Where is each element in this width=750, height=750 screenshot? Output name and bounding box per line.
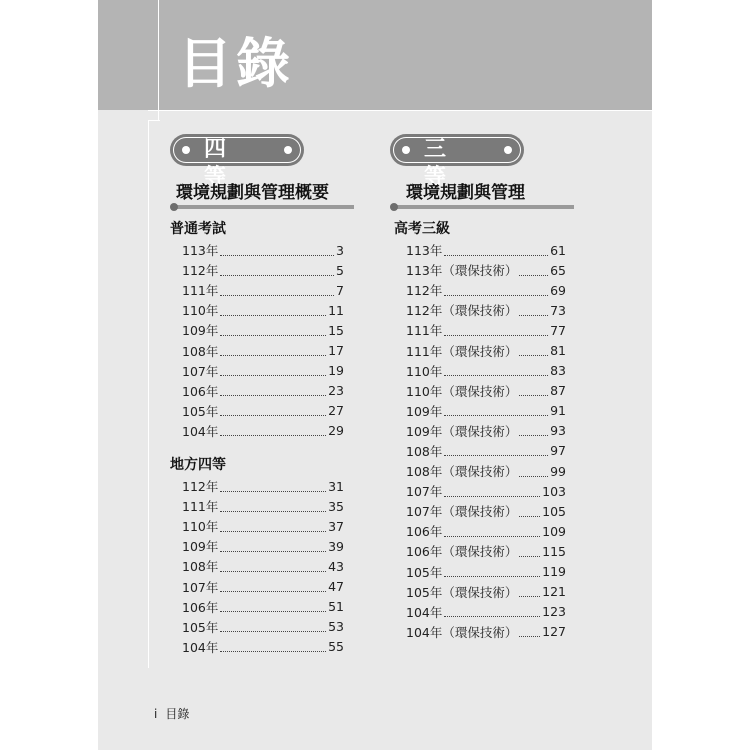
dot-icon [284,146,292,154]
toc-entry[interactable] [406,521,566,541]
header-band [98,0,652,110]
toc-list [182,476,344,657]
toc-list [406,240,566,642]
toc-entry-page: 81 [550,343,566,359]
dot-leader [220,255,334,256]
toc-entry-page: 103 [542,483,566,499]
toc-entry[interactable] [182,240,344,260]
dot-leader [444,616,540,617]
dot-leader [444,255,548,256]
toc-entry[interactable] [406,280,566,300]
toc-entry-year: 113年 [182,243,219,259]
dot-leader [519,355,548,356]
toc-entry-page: 55 [328,639,344,655]
dot-leader [220,275,334,276]
toc-entry-year: 104年 [182,639,219,655]
toc-entry-year: 110年 [182,519,219,535]
dot-leader [519,636,540,637]
toc-entry-page: 19 [328,363,344,379]
dot-leader [220,631,326,632]
toc-entry-year: 104年 [182,423,219,439]
toc-entry-page: 105 [542,503,566,519]
dot-leader [220,315,326,316]
dot-leader [519,476,548,477]
toc-entry-year: 112年 [182,479,219,495]
subject-title-left: 環境規劃與管理概要 [176,183,329,203]
toc-entry-year: 109年（環保技術） [406,423,518,439]
dot-leader [220,415,326,416]
toc-entry-year: 111年 [182,283,219,299]
footer-page-number: i [154,707,158,721]
toc-entry-page: 65 [550,262,566,278]
dot-leader [444,576,540,577]
toc-entry[interactable] [182,536,344,556]
toc-entry-year: 107年 [182,363,219,379]
toc-entry-year: 105年 [182,403,219,419]
toc-entry[interactable] [182,576,344,596]
toc-entry[interactable] [182,637,344,657]
dot-leader [220,551,326,552]
dot-leader [220,591,326,592]
toc-entry-year: 112年 [406,283,443,299]
toc-entry[interactable] [182,597,344,617]
footer-label: 目錄 [165,707,190,721]
dot-icon [402,146,410,154]
toc-entry-page: 87 [550,383,566,399]
toc-entry-year: 104年 [406,604,443,620]
level-label: 四 等 [204,137,249,190]
toc-entry[interactable] [182,617,344,637]
decorative-line [148,120,149,668]
toc-entry[interactable] [182,280,344,300]
toc-entry-page: 109 [542,523,566,539]
page-background [98,0,652,750]
toc-entry-year: 109年 [182,323,219,339]
toc-entry-year: 106年 [182,599,219,615]
dot-leader [220,511,326,512]
toc-entry[interactable] [406,602,566,622]
toc-entry-page: 69 [550,282,566,298]
toc-entry[interactable] [406,441,566,461]
toc-entry[interactable] [182,260,344,280]
dot-leader [519,596,540,597]
dot-leader [519,395,548,396]
toc-entry-year: 108年 [182,559,219,575]
toc-entry-page: 47 [328,579,344,595]
toc-entry-page: 91 [550,403,566,419]
exam-group-label: 地方四等 [170,457,226,473]
toc-entry[interactable] [406,340,566,360]
level-badge-left [170,134,304,190]
toc-entry-page: 17 [328,343,344,359]
dot-leader [444,496,540,497]
toc-entry[interactable] [406,401,566,421]
subject-title-right: 環境規劃與管理 [406,183,525,203]
toc-entry[interactable] [406,240,566,260]
dot-leader [220,531,326,532]
toc-entry[interactable] [406,300,566,320]
dot-leader [220,611,326,612]
toc-entry-page: 27 [328,403,344,419]
toc-entry-page: 123 [542,604,566,620]
toc-entry[interactable] [182,516,344,536]
toc-entry-page: 115 [542,543,566,559]
toc-entry-page: 61 [550,242,566,258]
toc-entry-page: 39 [328,538,344,554]
dot-leader [519,315,548,316]
toc-entry[interactable] [406,320,566,340]
toc-entry[interactable] [182,556,344,576]
toc-entry-year: 106年（環保技術） [406,544,518,560]
toc-entry[interactable] [182,421,344,441]
toc-entry-year: 106年 [406,524,443,540]
toc-entry[interactable] [182,340,344,360]
level-label: 三 等 [424,137,469,190]
toc-entry-page: 31 [328,478,344,494]
toc-entry-year: 113年（環保技術） [406,263,518,279]
toc-entry-page: 99 [550,463,566,479]
toc-entry[interactable] [406,582,566,602]
dot-leader [220,295,334,296]
dot-leader [220,435,326,436]
dot-icon [504,146,512,154]
toc-entry-year: 107年 [182,579,219,595]
toc-entry-year: 108年 [406,443,443,459]
toc-entry-year: 109年 [406,403,443,419]
dot-leader [220,491,326,492]
toc-entry-page: 23 [328,383,344,399]
toc-entry-year: 111年 [406,323,443,339]
toc-entry[interactable] [406,461,566,481]
toc-entry[interactable] [406,541,566,561]
subject-underline [174,205,354,209]
toc-entry-page: 97 [550,443,566,459]
toc-entry-year: 112年 [182,263,219,279]
toc-entry-year: 111年（環保技術） [406,343,518,359]
toc-entry-page: 37 [328,518,344,534]
bullet-icon [390,203,398,211]
page-footer [154,705,189,722]
toc-entry-page: 73 [550,302,566,318]
toc-entry-year: 104年（環保技術） [406,624,518,640]
decorative-line [148,110,652,111]
dot-leader [519,516,540,517]
dot-leader [444,295,548,296]
decorative-line [148,120,160,121]
dot-leader [519,275,548,276]
toc-entry-year: 107年（環保技術） [406,504,518,520]
dot-leader [220,355,326,356]
toc-entry[interactable] [182,361,344,381]
toc-entry-year: 112年（環保技術） [406,303,518,319]
subject-underline [394,205,574,209]
toc-entry-year: 109年 [182,539,219,555]
toc-entry[interactable] [406,361,566,381]
page-title: 目錄 [178,32,294,95]
toc-entry-page: 15 [328,322,344,338]
toc-entry-page: 77 [550,322,566,338]
toc-entry-page: 119 [542,564,566,580]
dot-leader [220,335,326,336]
toc-entry-page: 127 [542,624,566,640]
toc-entry-year: 110年 [182,303,219,319]
toc-entry[interactable] [406,622,566,642]
dot-leader [220,375,326,376]
toc-list [182,240,344,441]
toc-entry-page: 7 [336,282,344,298]
toc-entry[interactable] [182,300,344,320]
toc-entry[interactable] [182,476,344,496]
exam-group-label: 普通考試 [170,221,226,237]
toc-entry-year: 110年 [406,363,443,379]
toc-entry[interactable] [406,421,566,441]
dot-icon [182,146,190,154]
toc-entry[interactable] [182,496,344,516]
toc-entry[interactable] [406,260,566,280]
toc-entry-year: 110年（環保技術） [406,383,518,399]
level-badge-right [390,134,524,190]
toc-entry-page: 11 [328,302,344,318]
toc-entry-page: 53 [328,619,344,635]
toc-entry[interactable] [406,562,566,582]
toc-entry-year: 106年 [182,383,219,399]
bullet-icon [170,203,178,211]
toc-entry[interactable] [406,501,566,521]
toc-entry-page: 43 [328,558,344,574]
toc-entry-page: 121 [542,584,566,600]
toc-entry[interactable] [406,381,566,401]
toc-entry-page: 93 [550,423,566,439]
toc-entry-year: 105年（環保技術） [406,584,518,600]
dot-leader [444,536,540,537]
dot-leader [220,571,326,572]
dot-leader [444,335,548,336]
dot-leader [444,415,548,416]
toc-entry[interactable] [406,481,566,501]
toc-entry-year: 107年 [406,484,443,500]
toc-entry-page: 51 [328,599,344,615]
dot-leader [220,651,326,652]
toc-entry-year: 108年 [182,343,219,359]
decorative-line [158,0,159,120]
toc-entry[interactable] [182,401,344,421]
toc-entry-page: 3 [336,242,344,258]
toc-entry-year: 111年 [182,499,219,515]
toc-entry-page: 5 [336,262,344,278]
toc-entry-year: 113年 [406,243,443,259]
toc-entry-year: 105年 [406,564,443,580]
toc-entry-year: 105年 [182,619,219,635]
toc-entry-year: 108年（環保技術） [406,464,518,480]
toc-entry[interactable] [182,381,344,401]
toc-entry-page: 35 [328,498,344,514]
toc-entry[interactable] [182,320,344,340]
toc-entry-page: 83 [550,363,566,379]
toc-entry-page: 29 [328,423,344,439]
dot-leader [519,556,540,557]
dot-leader [519,435,548,436]
dot-leader [444,375,548,376]
dot-leader [444,455,548,456]
dot-leader [220,395,326,396]
exam-group-label: 高考三級 [394,221,450,237]
